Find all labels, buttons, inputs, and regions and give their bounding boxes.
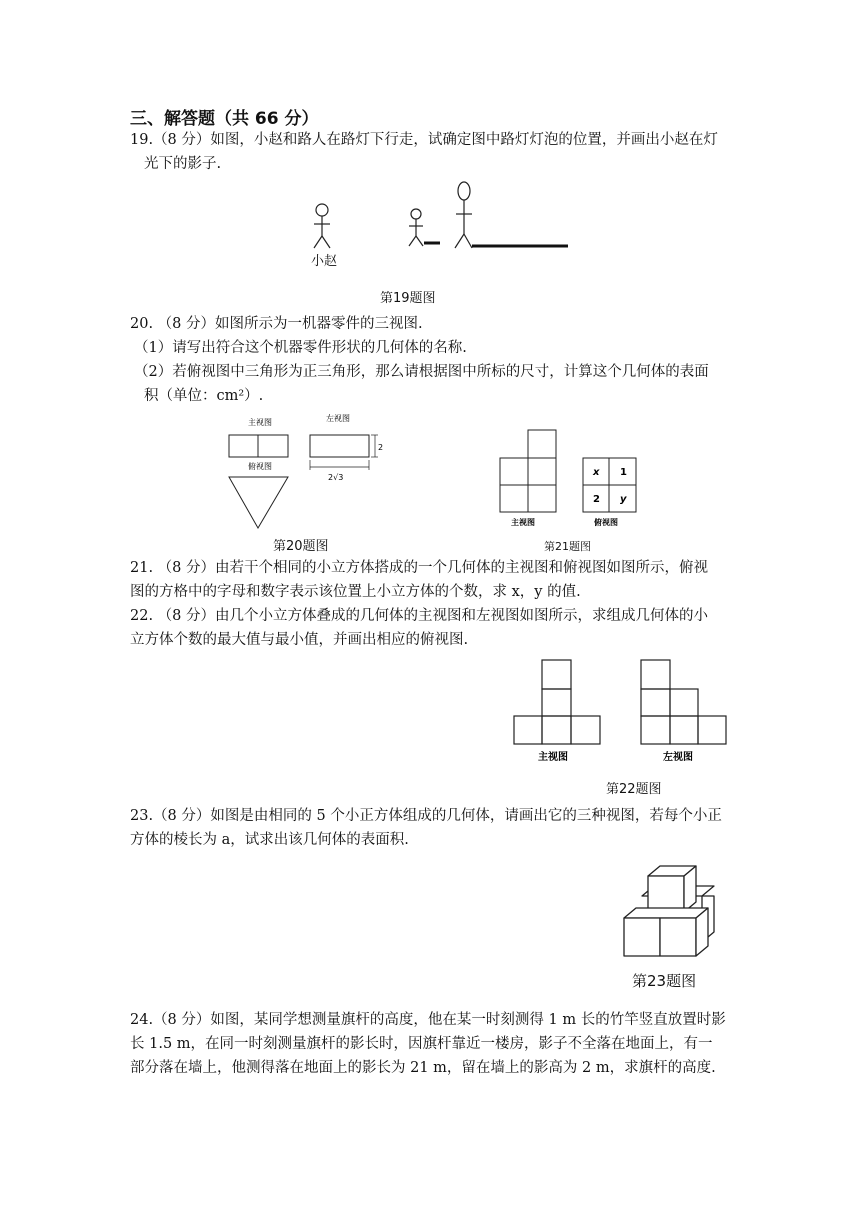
q19-line2: 光下的影子.: [144, 156, 222, 172]
q20-top-view-triangle: [229, 477, 288, 528]
q21-cell-0: x: [593, 467, 600, 478]
q22-front-view: [514, 660, 600, 744]
q19-figure: [300, 176, 580, 266]
q22-label-left: 左视图: [663, 752, 693, 763]
q21-cell-3: y: [620, 494, 627, 505]
q21-line2: 图的方格中的字母和数字表示该位置上小立方体的个数，求 x，y 的值.: [130, 584, 581, 600]
q20-dim-width: 2√3: [328, 473, 344, 482]
question-19: [130, 128, 718, 176]
q24-line1: 24.（8 分）如图，某同学想测量旗杆的高度，他在某一时刻测得 1 m 长的竹竿竖直放置时影: [130, 1012, 726, 1028]
q21-front-view: [500, 430, 556, 512]
q23-line1: 23.（8 分）如图是由相同的 5 个小正方体组成的几何体，请画出它的三种视图，若每个小正: [130, 808, 722, 824]
q20-caption: 第20题图: [273, 539, 329, 554]
question-22: [130, 604, 708, 652]
q20-dim-height: 2: [378, 443, 384, 452]
q20-sub2-line1: （2）若俯视图中三角形为正三角形，那么请根据图中所标的尺寸，计算这个几何体的表面: [134, 364, 709, 380]
q23-solid: [624, 866, 714, 956]
q22-line2: 立方体个数的最大值与最小值，并画出相应的俯视图.: [130, 632, 469, 648]
q21-figure: [495, 428, 645, 533]
stick-figure-tall: [455, 182, 472, 248]
q19-caption: 第19题图: [380, 291, 436, 306]
question-20: [130, 312, 709, 408]
question-23: [130, 804, 722, 852]
stick-figure-small: [409, 209, 423, 246]
q21-cell-2: 2: [593, 494, 600, 505]
q21-label-top: 俯视图: [594, 518, 618, 527]
q22-label-front: 主视图: [538, 752, 568, 763]
q20-label-front: 主视图: [248, 418, 272, 427]
q23-figure: [618, 860, 722, 962]
q19-line1: 19.（8 分）如图，小赵和路人在路灯下行走，试确定图中路灯灯泡的位置，并画出小赵在灯: [130, 132, 718, 148]
q21-caption: 第21题图: [544, 540, 591, 553]
q22-caption: 第22题图: [606, 782, 662, 797]
q19-person-label: 小赵: [311, 254, 338, 269]
question-21: [130, 556, 708, 604]
section-heading: 三、解答题（共 66 分）: [130, 109, 319, 129]
question-24: [130, 1008, 726, 1080]
q20-left-view: [310, 435, 369, 457]
q22-left-view: [641, 660, 726, 744]
q24-line3: 部分落在墙上，他测得落在地面上的影长为 21 m，留在墙上的影高为 2 m，求旗杆的高度.: [130, 1060, 716, 1076]
q20-figure: [220, 410, 390, 535]
q21-label-front: 主视图: [511, 518, 535, 527]
q22-line1: 22. （8 分）由几个小立方体叠成的几何体的主视图和左视图如图所示，求组成几何体的小: [130, 608, 708, 624]
q21-line1: 21. （8 分）由若干个相同的小立方体搭成的一个几何体的主视图和俯视图如图所示，俯视: [130, 560, 708, 576]
q24-line2: 长 1.5 m，在同一时刻测量旗杆的影长时，因旗杆靠近一楼房，影子不全落在地面上，有一: [130, 1036, 713, 1052]
q21-top-view: [583, 458, 636, 512]
q20-sub2-line2: 积（单位：cm²）.: [144, 388, 264, 404]
q23-caption: 第23题图: [632, 972, 697, 990]
q20-sub1: （1）请写出符合这个机器零件形状的几何体的名称.: [134, 340, 467, 356]
stick-figure-xiaozhao: [314, 204, 330, 248]
q21-cell-1: 1: [620, 467, 627, 478]
q23-line2: 方体的棱长为 a，试求出该几何体的表面积.: [130, 832, 409, 848]
q20-label-left: 左视图: [326, 414, 350, 423]
q20-line1: 20. （8 分）如图所示为一机器零件的三视图.: [130, 316, 423, 332]
q20-label-top: 俯视图: [248, 462, 272, 471]
q22-figure: [510, 655, 730, 770]
